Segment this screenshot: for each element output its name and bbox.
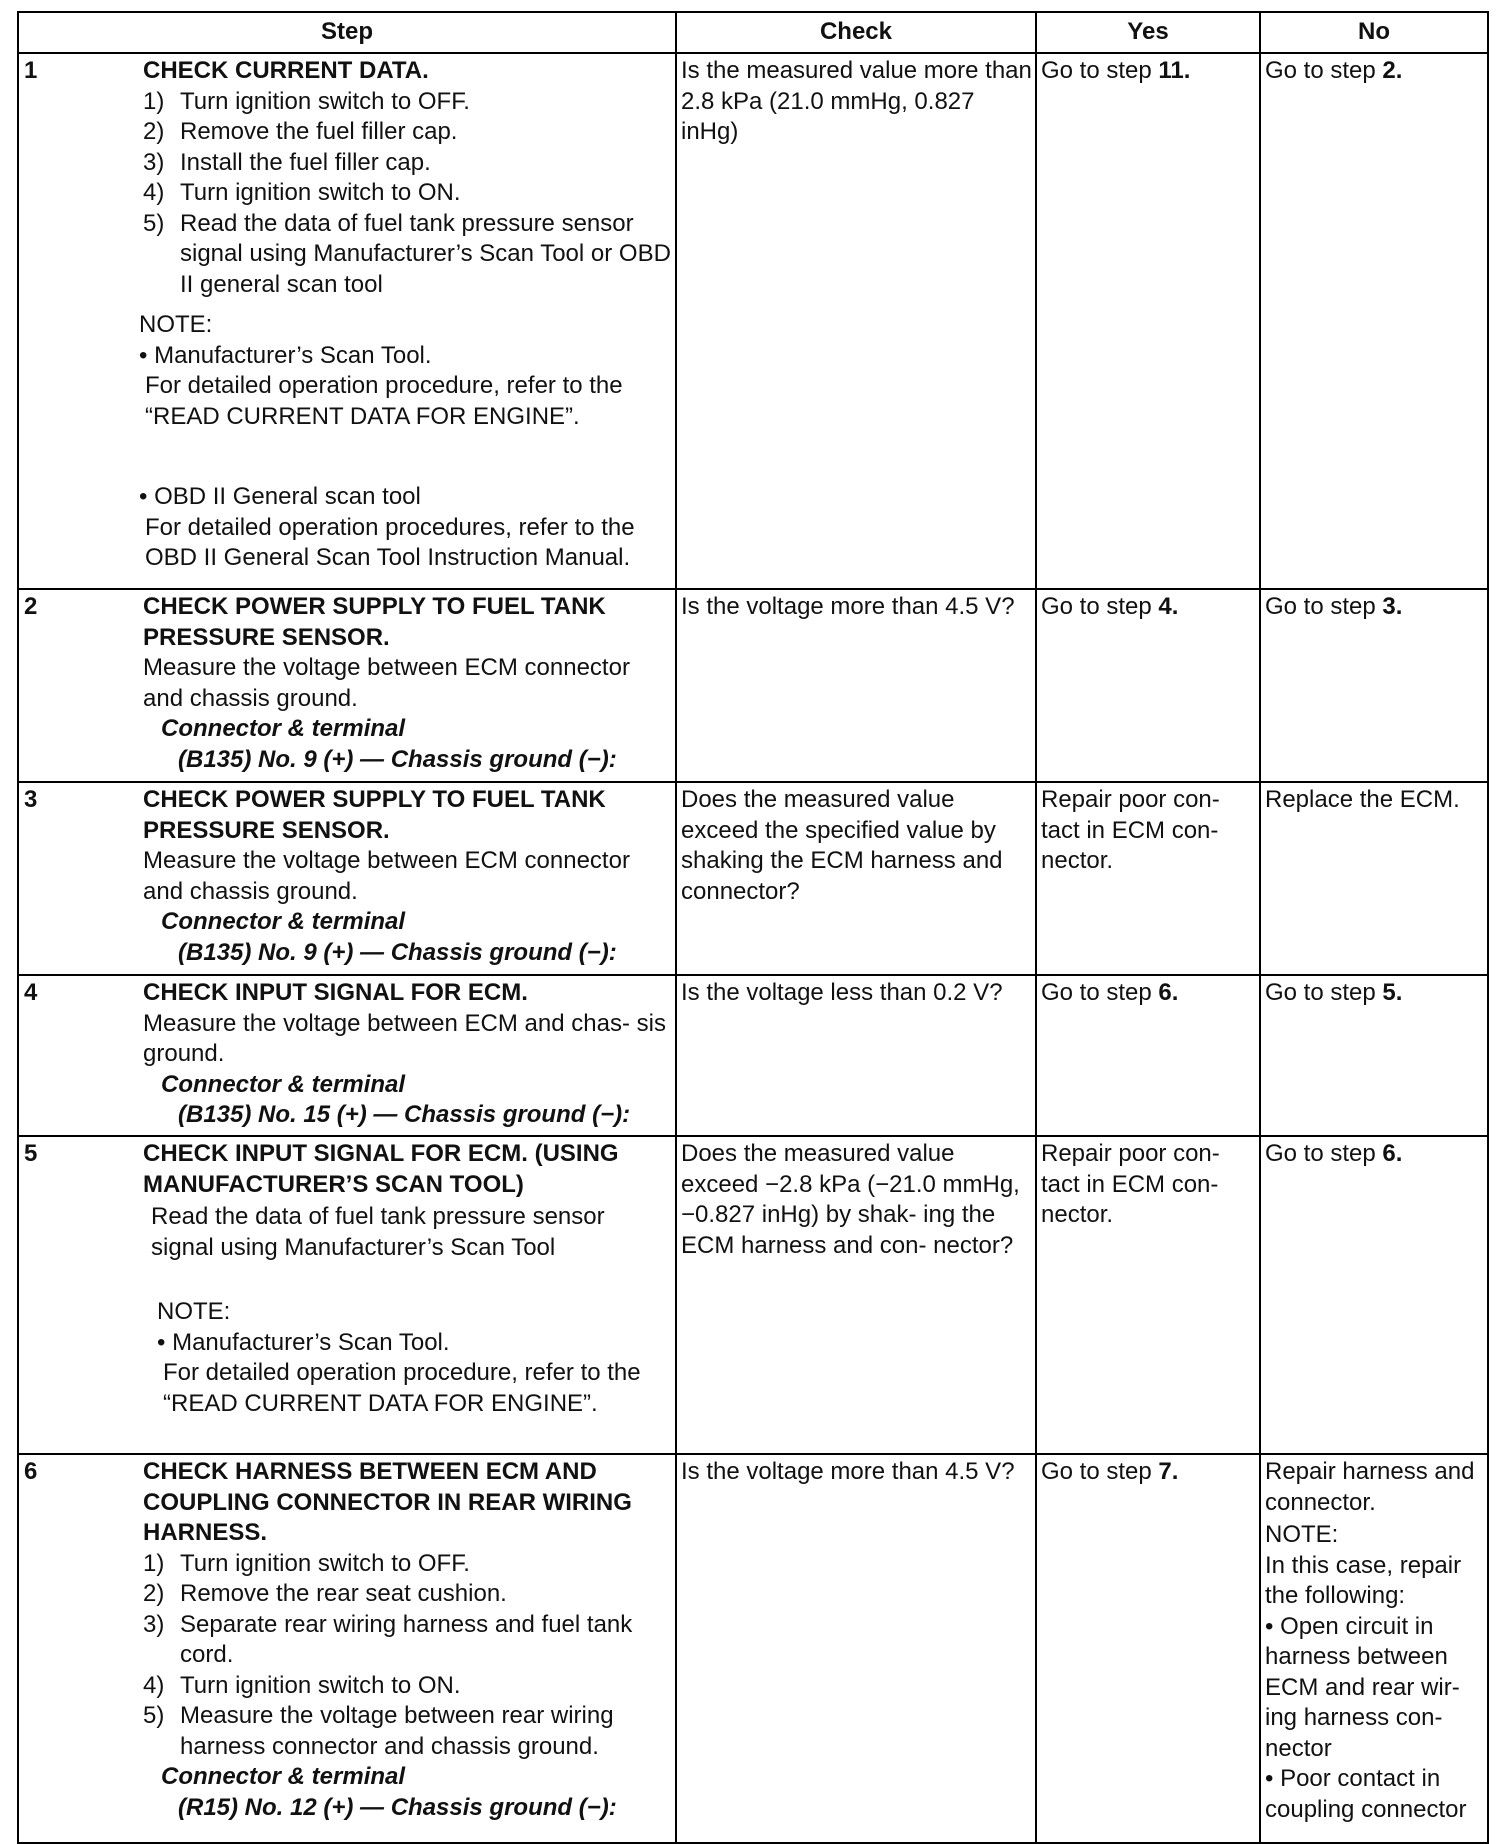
table-row [18, 53, 1488, 589]
step-link: 5. [1382, 979, 1403, 1006]
step-title: CHECK HARNESS BETWEEN ECM AND COUPLING CONNECTOR IN REAR WIRING HARNESS. [143, 1458, 632, 1546]
step-number: 3 [24, 786, 38, 813]
yes-cell: Go to step 4. [1036, 589, 1260, 782]
note-label: NOTE: [139, 311, 213, 338]
check-cell: Does the measured value exceed the specified value by shaking the ECM harness and connector? [676, 782, 1036, 975]
yes-cell: Repair poor con- tact in ECM con- nector. [1036, 1136, 1260, 1454]
step-body: Measure the voltage between ECM connector and chassis ground. [143, 847, 630, 905]
table-row [18, 975, 1488, 1136]
list-item: 3) Install the fuel filler cap. [143, 148, 431, 176]
step-cell [18, 782, 676, 975]
step-number: 2 [24, 593, 38, 620]
header-no: No [1260, 12, 1488, 53]
no-cell: Go to step 2. [1260, 53, 1488, 589]
step-link: 7. [1158, 1458, 1179, 1485]
no-cell [1260, 1454, 1488, 1843]
yes-cell: Go to step 11. [1036, 53, 1260, 589]
no-text: Repair harness and connector. [1265, 1458, 1475, 1516]
list-item: 3) Separate rear wiring harness and fuel tank cord. [143, 1610, 633, 1668]
diagnostic-procedure-table [17, 11, 1489, 1844]
terminal-spec: (R15) No. 12 (+) — Chassis ground (−): [178, 1793, 617, 1821]
list-item: 1) Turn ignition switch to OFF. [143, 87, 470, 115]
step-link: 4. [1158, 593, 1179, 620]
step-number: 4 [24, 979, 38, 1006]
step-number: 6 [24, 1458, 38, 1485]
step-number: 1 [24, 57, 38, 84]
step-title: CHECK POWER SUPPLY TO FUEL TANK PRESSURE SENSOR. [143, 593, 606, 651]
note-bullet: • OBD II General scan tool [139, 483, 421, 510]
no-text: In this case, repair the following: [1265, 1551, 1462, 1609]
note-bullet: • Poor contact in coupling connector [1265, 1765, 1467, 1823]
check-cell: Is the voltage more than 4.5 V? [676, 1454, 1036, 1843]
step-body: Measure the voltage between ECM and chas- sis ground. [143, 1009, 666, 1067]
header-row [18, 12, 1488, 53]
list-item: 4) Turn ignition switch to ON. [143, 179, 461, 206]
yes-cell: Go to step 7. [1036, 1454, 1260, 1843]
table-row [18, 782, 1488, 975]
step-cell [18, 1454, 676, 1843]
step-link: 6. [1158, 979, 1179, 1006]
step-link: 11. [1158, 57, 1191, 84]
note-text: For detailed operation procedure, refer to the “READ CURRENT DATA FOR ENGINE”. [145, 372, 623, 430]
table-row [18, 1136, 1488, 1454]
no-cell: Go to step 6. [1260, 1136, 1488, 1454]
note-block [139, 310, 673, 574]
note-bullet: • Open circuit in harness between ECM and rear wir- ing harness con- nector [1265, 1612, 1460, 1762]
list-item: 1) Turn ignition switch to OFF. [143, 1549, 470, 1577]
step-cell [18, 53, 676, 589]
list-item: 5) Read the data of fuel tank pressure sensor signal using Manufacturer’s Scan Tool or OBD II general scan tool [143, 209, 671, 298]
check-cell: Does the measured value exceed −2.8 kPa (−21.0 mmHg, −0.827 inHg) by shak- ing the ECM harness and con- nector? [676, 1136, 1036, 1454]
header-step: Step [18, 12, 676, 53]
check-cell: Is the voltage less than 0.2 V? [676, 975, 1036, 1136]
connector-label: Connector & terminal [161, 908, 406, 935]
list-item: 2) Remove the fuel filler cap. [143, 118, 458, 145]
step-title: CHECK INPUT SIGNAL FOR ECM. [143, 979, 528, 1006]
no-cell: Replace the ECM. [1260, 782, 1488, 975]
step-cell [18, 975, 676, 1136]
yes-cell: Repair poor con- tact in ECM con- nector. [1036, 782, 1260, 975]
check-cell: Is the voltage more than 4.5 V? [676, 589, 1036, 782]
step-link: 6. [1382, 1140, 1403, 1167]
header-yes: Yes [1036, 12, 1260, 53]
step-body: Measure the voltage between ECM connector and chassis ground. [143, 654, 630, 712]
step-cell [18, 589, 676, 782]
no-cell: Go to step 5. [1260, 975, 1488, 1136]
note-bullet: • Manufacturer’s Scan Tool. [139, 341, 432, 369]
step-body: Read the data of fuel tank pressure sensor signal using Manufacturer’s Scan Tool [151, 1203, 605, 1261]
connector-label: Connector & terminal [161, 715, 406, 742]
connector-label: Connector & terminal [161, 1070, 406, 1098]
connector-label: Connector & terminal [161, 1763, 406, 1790]
list-item: 5) Measure the voltage between rear wiring harness connector and chassis ground. [143, 1702, 614, 1760]
no-cell: Go to step 3. [1260, 589, 1488, 782]
step-number: 5 [24, 1140, 38, 1167]
terminal-spec: (B135) No. 15 (+) — Chassis ground (−): [178, 1101, 631, 1128]
step-link: 2. [1382, 57, 1403, 84]
step-title: CHECK POWER SUPPLY TO FUEL TANK PRESSURE SENSOR. [143, 786, 606, 844]
check-cell: Is the measured value more than 2.8 kPa (21.0 mmHg, 0.827 inHg) [676, 53, 1036, 589]
list-item: 2) Remove the rear seat cushion. [143, 1580, 507, 1607]
table-row [18, 1454, 1488, 1843]
table-row [18, 589, 1488, 782]
note-text: For detailed operation procedure, refer to the “READ CURRENT DATA FOR ENGINE”. [163, 1359, 641, 1417]
step-cell [18, 1136, 676, 1454]
terminal-spec: (B135) No. 9 (+) — Chassis ground (−): [178, 938, 617, 966]
note-block [143, 1297, 673, 1419]
header-check: Check [676, 12, 1036, 53]
list-item: 4) Turn ignition switch to ON. [143, 1671, 461, 1699]
step-title: CHECK INPUT SIGNAL FOR ECM. (USING MANUFACTURER’S SCAN TOOL) [143, 1140, 619, 1198]
note-text: For detailed operation procedures, refer to the OBD II General Scan Tool Instruction Manual. [145, 513, 635, 571]
yes-cell: Go to step 6. [1036, 975, 1260, 1136]
note-label: NOTE: [157, 1298, 231, 1325]
note-bullet: • Manufacturer’s Scan Tool. [157, 1328, 450, 1356]
note-label: NOTE: [1265, 1521, 1339, 1548]
step-link: 3. [1382, 593, 1403, 620]
step-title: CHECK CURRENT DATA. [143, 57, 429, 84]
terminal-spec: (B135) No. 9 (+) — Chassis ground (−): [178, 745, 617, 773]
